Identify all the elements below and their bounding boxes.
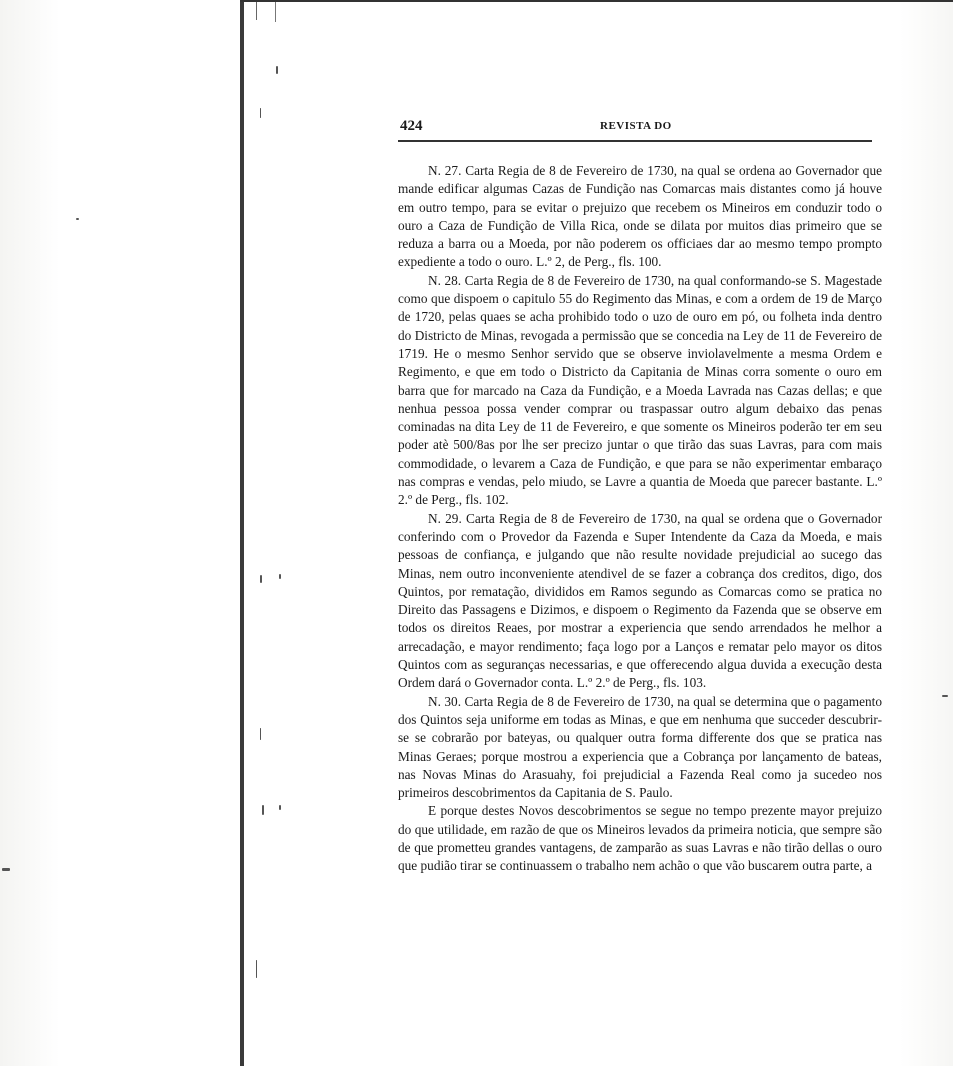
scan-speck bbox=[260, 728, 261, 740]
scan-speck bbox=[2, 868, 10, 871]
body-text bbox=[398, 162, 882, 876]
journal-title: REVISTA DO bbox=[600, 120, 672, 132]
scan-top-edge bbox=[240, 0, 953, 2]
book-page bbox=[398, 118, 882, 876]
scan-speck bbox=[279, 574, 281, 579]
gutter-mark bbox=[275, 0, 276, 22]
scan-speck bbox=[942, 695, 948, 697]
paragraph-n27: N. 27. Carta Regia de 8 de Fevereiro de 1730, na qual se ordena ao Governador que mande edificar algumas Cazas de Fundição nas Comarcas mais distantes como já houve em outro tempo, para se evitar o prejuizo que recebem os Mineiros em conduzir todo o ouro a Caza de Fundição de Villa Rica, onde se dilata por muitos dias primeiro que se reduza a barra ou a Moeda, por não poderem os officiaes dar ao mesmo tempo prompto expediente a todo o ouro. L.º 2, de Perg., fls. 100. bbox=[398, 163, 882, 270]
running-head bbox=[398, 118, 882, 140]
scan-speck bbox=[260, 575, 262, 583]
paragraph-continuation: E porque destes Novos descobrimentos se segue no tempo prezente mayor prejuizo do que utilidade, em razão de que os Mineiros levados da primeira noticia, que sempre são de que prometteu grandes vantagens, de zamparão as suas Lavras e não tirão dellas o ouro que pudião tirar se continuassem o trabalho nem achão o que vão buscarem outra parte, a bbox=[398, 803, 882, 874]
scan-speck bbox=[279, 805, 281, 810]
binding-gutter bbox=[240, 0, 244, 1066]
paragraph-n30: N. 30. Carta Regia de 8 de Fevereiro de 1730, na qual se determina que o pagamento dos Quintos seja uniforme em todas as Minas, e que em nenhuma que succeder descubrir-se se cobrarão por bateyas, ou qualquer outra forma differente dos que se pratica nas Minas Geraes; porque mostrou a experiencia que a Cobrança por lançamento de bateas, nas Novas Minas do Arasuahy, foi prejudicial a Fazenda Real como ja sucedeo nos primeiros descobrimentos da Capitania de S. Paulo. bbox=[398, 693, 882, 801]
scan-speck bbox=[76, 218, 79, 220]
header-rule bbox=[398, 140, 872, 142]
gutter-mark bbox=[256, 0, 257, 20]
scan-speck bbox=[256, 960, 257, 978]
scan-speck bbox=[262, 805, 264, 815]
page-number: 424 bbox=[400, 118, 423, 134]
scan-speck bbox=[276, 66, 278, 74]
paragraph-n28: N. 28. Carta Regia de 8 de Fevereiro de 1730, na qual conformando-se S. Magestade como que dispoem o capitulo 55 do Regimento das Minas, e com a ordem de 19 de Março de 1720, pelas quaes se acha prohibido todo o uzo de ouro em pó, ou folheta inda dentro do Districto de Minas, revogada a permissão que se concedia na Ley de 11 de Fevereiro de 1719. He o mesmo Senhor servido que se observe inviolavelmente a mesma Ordem e Regimento, e que em todo o Districto da Capitania de Minas corra somente o ouro em barra que for marcado na Caza da Fundição, e a Moeda Lavrada nas Cazas dellas; e que nenhua pessoa possa vender comprar ou traspassar outro algum debaixo das penas cominadas na dita Ley de 11 de Fevereiro, e que somente os Mineiros poderão ter em seu poder atè 500/8as por lhe ser precizo juntar o que tirão das suas Lavras, para com mais commodidade, o levarem a Caza de Fundição, e que para se não experimentar embaraço nas compras e vendas, pelo miudo, se Lavre a quantia de Moeda que parecer bastante. L.º 2.º de Perg., fls. 102. bbox=[398, 272, 882, 508]
scan-speck bbox=[260, 108, 261, 118]
paragraph-n29: N. 29. Carta Regia de 8 de Fevereiro de 1730, na qual se ordena que o Governador conferindo com o Provedor da Fazenda e Super Intendente da Caza da Moeda, e mais pessoas de confiança, e julgando que não resulte novidade prejudicial ao sucego das Minas, nem outro inconveniente atendivel de se fazer a cobrança dos creditos, digo, dos Quintos, por rematação, divididos em Ramos segundo as Comarcas como se pratica no Direito das Passagens e Dizimos, e dispoem o Regimento da Fazenda que se observe em todos os direitos Reaes, por mostrar a experiencia que sendo arrendados he melhor a arrecadação, e mayor rendimento; faça logo por a Lanços e rematar pelo mayor os ditos Quintos com as seguranças necessarias, e que offerecendo algua duvida a execução desta Ordem dará o Governador conta. L.º 2.º de Perg., fls. 103. bbox=[398, 510, 882, 691]
